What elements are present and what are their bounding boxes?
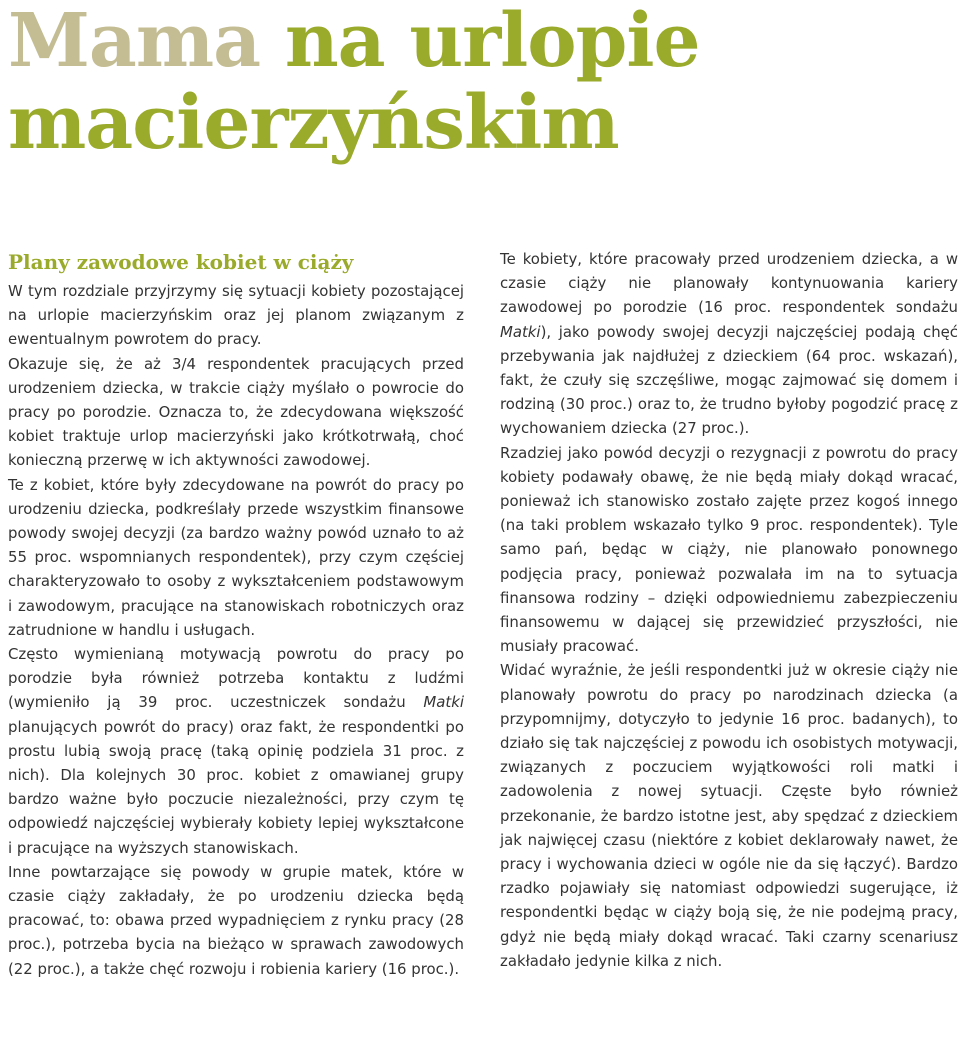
text-run: ), jako powody swojej decyzji najczęściej podają chęć przebywania jak najdłużej z dzieckiem (64 proc. wskazań), fakt, że czuły się szczęśliwe, mogąc zajmować się domem i rodziną (30 proc.) oraz to, że trudno byłoby pogodzić pracę z wychowaniem dziecka (27 proc.). xyxy=(500,322,958,438)
text-run: Te kobiety, które pracowały przed urodzeniem dziecka, a w czasie ciąży nie planowały kontynuowania kariery zawodowej po porodzie (16 proc. respondentek sondażu xyxy=(500,250,958,317)
italic-term: Matki xyxy=(500,322,541,341)
title-part-1: Mama xyxy=(8,0,261,84)
title-line-2: macierzyńskim xyxy=(8,80,619,166)
paragraph: Rzadziej jako powód decyzji o rezygnacji z powrotu do pracy kobiety podawały obawę, że nie będą miały dokąd wracać, ponieważ ich stanowisko zostało zajęte przez kogoś innego (na taki problem wskazało tylko 9 proc. respondentek). Tyle samo pań, będąc w ciąży, nie planowało ponownego podjęcia pracy, ponieważ pozwalała im na to sytuacja finansowa rodziny – dzięki odpowiedniemu zabezpieczeniu finansowemu w dającej się przewidzieć przyszłości, nie musiały pracować. xyxy=(500,443,958,656)
text-run: planujących powrót do pracy) oraz fakt, że respondentki po prostu lubią swoją pracę (taką opinię podziela 31 proc. z nich). Dla kolejnych 30 proc. kobiet z omawianej grupy bardzo ważne było poczucie niezależności, przy czym tę odpowiedź najczęściej wybierały kobiety lepiej wykształcone i pracujące na wyższych stanowiskach. xyxy=(8,717,464,857)
page-title xyxy=(8,0,700,164)
text-run: Często wymienianą motywacją powrotu do pracy po porodzie była również potrzeba kontaktu z ludźmi (wymieniło ją 39 proc. uczestniczek sondażu xyxy=(8,645,464,712)
section-heading: Plany zawodowe kobiet w ciąży xyxy=(8,250,354,274)
paragraph xyxy=(8,642,464,860)
paragraph: W tym rozdziale przyjrzymy się sytuacji kobiety pozostającej na urlopie macierzyńskim oraz jej planom związanym z ewentualnym powrotem do pracy. xyxy=(8,282,464,349)
paragraph xyxy=(500,247,958,441)
paragraph: Okazuje się, że aż 3/4 respondentek pracujących przed urodzeniem dziecka, w trakcie ciąży myślało o powrocie do pracy po porodzie. Oznacza to, że zdecydowana większość kobiet traktuje urlop macierzyński jako krótkotrwałą, choć konieczną przerwę w ich aktywności zawodowej. xyxy=(8,354,464,470)
title-part-2: na urlopie xyxy=(284,0,700,84)
paragraph: Te z kobiet, które były zdecydowane na powrót do pracy po urodzeniu dziecka, podkreślały przede wszystkim finansowe powody swojej decyzji (za bardzo ważny powód uznało to aż 55 proc. wspomnianych respondentek), przy czym częściej charakteryzowało to osoby z wykształceniem podstawowym i zawodowym, pracujące na stanowiskach robotniczych oraz zatrudnione w handlu i usługach. xyxy=(8,475,464,639)
italic-term: Matki xyxy=(423,693,464,712)
paragraph: Inne powtarzające się powody w grupie matek, które w czasie ciąży zakładały, że po urodzeniu dziecka będą pracować, to: obawa przed wypadnięciem z rynku pracy (28 proc.), potrzeba bycia na bieżąco w sprawach zawodowych (22 proc.), a także chęć rozwoju i robienia kariery (16 proc.). xyxy=(8,862,464,978)
paragraph: Widać wyraźnie, że jeśli respondentki już w okresie ciąży nie planowały powrotu do pracy po narodzinach dziecka (a przypomnijmy, dotyczyło to jedynie 16 proc. badanych), to działo się tak najczęściej z powodu ich osobistych motywacji, związanych z poczuciem wyjątkowości roli matki i zadowolenia z nowej sytuacji. Częste było również przekonanie, że bardzo istotne jest, aby spędzać z dzieckiem jak najwięcej czasu (niektóre z kobiet deklarowały nawet, że pracy i wychowania dzieci w ogóle nie da się łączyć). Bardzo rzadko pojawiały się natomiast odpowiedzi sugerujące, iż respondentki będąc w ciąży boją się, że nie podejmą pracy, gdyż nie będą miały dokąd wracać. Taki czarny scenariusz zakładało jedynie kilka z nich. xyxy=(500,661,958,970)
left-column xyxy=(8,247,464,981)
right-column xyxy=(500,247,958,973)
